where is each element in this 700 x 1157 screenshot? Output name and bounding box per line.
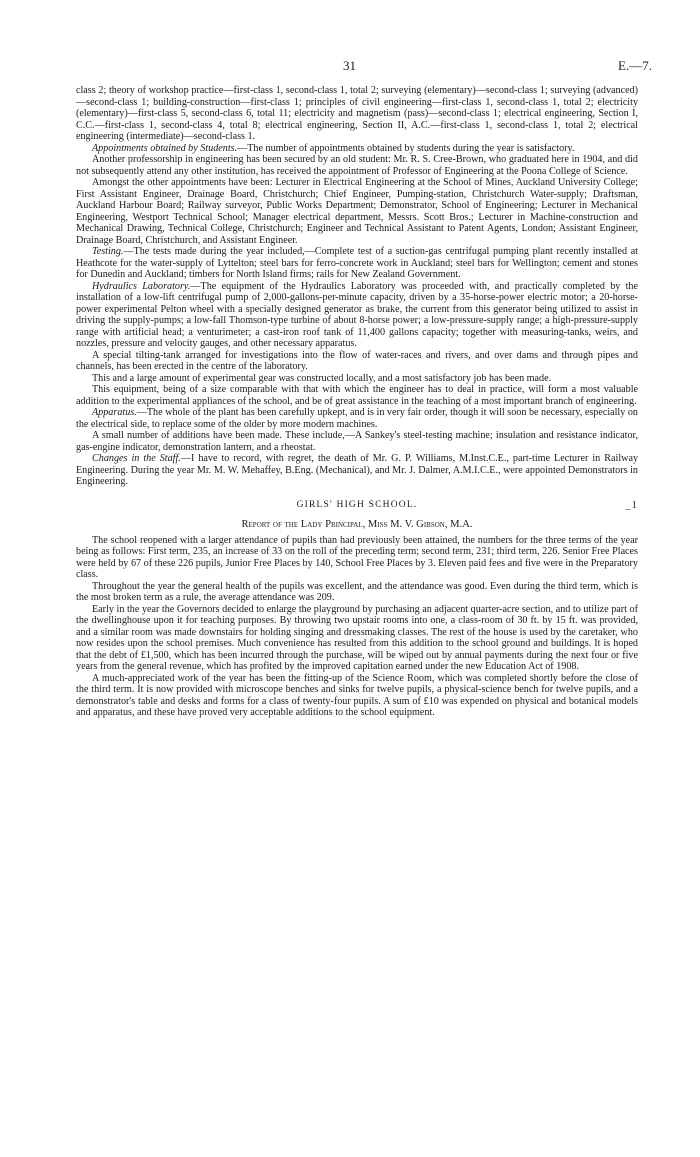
document-body — [76, 85, 638, 719]
paragraph-apparatus — [76, 407, 638, 430]
paragraph-lead: Changes in the Staff. — [92, 453, 181, 464]
paragraph-health: Throughout the year the general health of the pupils was excellent, and the attendance was good. Even during the third term, which is the most broken term as a rule, the average attendance was 209. — [76, 580, 638, 603]
paragraph-lead: Appointments obtained by Students. — [92, 142, 238, 154]
paragraph-additions: A small number of additions have been made. These include,—A Sankey's steel-testing machine; insulation and resistance indicator, gas-engine indicator, demonstration lantern, and a rheostat. — [76, 430, 638, 453]
paragraph-text: —The number of appointments obtained by students during the year is satisfactory. — [237, 142, 575, 154]
document-code: E.—7. — [618, 58, 652, 73]
paragraph-text: —The tests made during the year included,—Complete test of a suction-gas centrifugal pumping plant recently installed at Heathcote for the water-supply of Lyttelton; steel bars for ferro-concrete work in Auckland; steel bars for Wellington; cement and stones for Dunedin and Auckland; timbers for North Island firms; rails for New Zealand Government. — [76, 246, 638, 280]
report-title: Report of the Lady Principal, Miss M. V. Gibson, M.A. — [241, 519, 473, 530]
paragraph-science-room: A much-appreciated work of the year has been the fitting-up of the Science Room, which was completed shortly before the close of the third term. It is now provided with microscope benches and sinks for twelve pupils, a physical-science bench for twelve pupils, and a demonstrator's table and desks and forms for a class of twenty-four pupils. A sum of £10 was expended on physical and botanical models and apparatus, and these have proved very acceptable additions to the school equipment. — [76, 672, 638, 718]
paragraph-experimental-gear: This and a large amount of experimental gear was constructed locally, and a most satisfactory job has been made. — [92, 372, 552, 384]
page-number: 31 — [343, 58, 356, 73]
paragraph-hydraulics — [76, 281, 638, 350]
paragraph-testing — [76, 246, 638, 281]
section-heading — [76, 500, 638, 512]
paragraph-exam-results: class 2; theory of workshop practice—first-class 1, second-class 1, total 2; surveying (elementary)—second-class 1; surveying (advanced)—second-class 1; building-construction—first-class 1; principles of civil engineering—first-class 1, second-class 1, total 2; electricity (elementary)—first-class 5, second-class 6, total 11; electricity and magnetism (pass)—second-class 1; electrical engineering, Section I, C.C.—first-class 1, second-class 4, total 8; electrical engineering, Section II, A.C.—first-class 1, second-class 1, total 2; electrical engineering (intermediate)—second-class 1. — [76, 85, 638, 142]
paragraph-text: —The whole of the plant has been carefully upkept, and is in very fair order, though it will soon be necessary, especially on the electrical side, to replace some of the older by more modern machines. — [76, 407, 638, 430]
section-heading-text: GIRLS' HIGH SCHOOL. — [296, 499, 418, 510]
margin-mark: _1 — [625, 499, 638, 511]
paragraph-text: —The equipment of the Hydraulics Laboratory was proceeded with, and practically completed by the installation of a low-lift centrifugal pump of 2,000-gallons-per-minute capacity, driven by a 35-horse-power electric motor; a 20-horse-power experimental Pelton wheel with a specially designed generator as brake, the current from this generator being utilized to assist in driving the supply-pumps; a low-fall Thomson-type turbine of about 8-horse power; a low-pressure-supply range; a high-pressure-supply range with artificial head; a venturimeter; a cast-iron roof tank of 11,400 gallons capacity; together with measuring-tanks, weirs, and nozzles, pressure and velocity gauges, and other necessary apparatus. — [76, 280, 638, 349]
paragraph-other-appointments: Amongst the other appointments have been: Lecturer in Electrical Engineering at the School of Mines, Auckland University College; First Assistant Engineer, Drainage Board, Christchurch; Chief Engineer, Pumping-station, Christchurch Water-supply; Draftsman, Auckland Harbour Board; Railway surveyor, Public Works Department; Demonstrator, School of Engineering; Lecturer in Mechanical Engineering, Westport Technical School; Manager electrical department, Messrs. Scott Bros.; Lecturer in Machine-construction and Mechanical Drawing, Technical College, Christchurch; Engineer and Technical Assistant to Patent Agents, London; Assistant Engineer, Drainage Board, Christchurch, and Assistant Engineer. — [76, 177, 638, 246]
paragraph-lead: Testing. — [92, 246, 124, 257]
paragraph-lead: Apparatus. — [92, 407, 137, 418]
paragraph-attendance: The school reopened with a larger attendance of pupils than had previously been attained, the numbers for the three terms of the year being as follows: First term, 235, an increase of 33 on the roll of the preceding term; second term, 231; third term, 226. Senior Free Places were held by 67 of these 226 pupils, Junior Free Places by 140, School Free Places by 3. Eleven paid fees and five were in the Preparatory class. — [76, 534, 638, 580]
paragraph-staff-changes — [76, 453, 638, 488]
paragraph-tilting-tank: A special tilting-tank arranged for investigations into the flow of water-races and rivers, and over dams and through pipes and channels, has been erected in the centre of the laboratory. — [76, 349, 638, 372]
paragraph-lead: Hydraulics Laboratory. — [92, 280, 191, 292]
paragraph-text: —I have to record, with regret, the death of Mr. G. P. Williams, M.Inst.C.E., part-time Lecturer in Railway Engineering. During the year Mr. M. W. Mehaffey, B.Eng. (Mechanical), and Mr. J. Dalmer, A.M.I.C.E., were appointed Demonstrators in Engineering. — [76, 453, 639, 487]
paragraph-equipment: This equipment, being of a size comparable with that with which the engineer has to deal in practice, will form a most valuable addition to the experimental appliances of the school, and be of great assistance in the teaching of a most important branch of engineering. — [76, 384, 638, 407]
paragraph-appointments — [76, 143, 638, 155]
paragraph-professorship: Another professorship in engineering has been secured by an old student: Mr. R. S. Cree-Brown, who graduated here in 1904, and did not subsequently attend any other institution, has received the appointment of Professor of Engineering at the Poona College of Science. — [76, 154, 638, 177]
paragraph-playground: Early in the year the Governors decided to enlarge the playground by purchasing an adjacent quarter-acre section, and to utilize part of the dwellinghouse upon it for teaching purposes. By throwing two upstair rooms into one, a class-room of 30 ft. by 15 ft. was provided, and a similar room was made downstairs for holding singing and dressmaking classes. The rest of the house is used by the caretaker, who now resides upon the school premises. Much convenience has resulted from this addition to the school ground and buildings. It is hoped that the debt of £1,500, which has been incurred through the purchase, will be wiped out by annual payments during the next four or five years from the general revenue, which has profited by the improved capitation earned under the new Education Act of 1908. — [76, 603, 638, 672]
